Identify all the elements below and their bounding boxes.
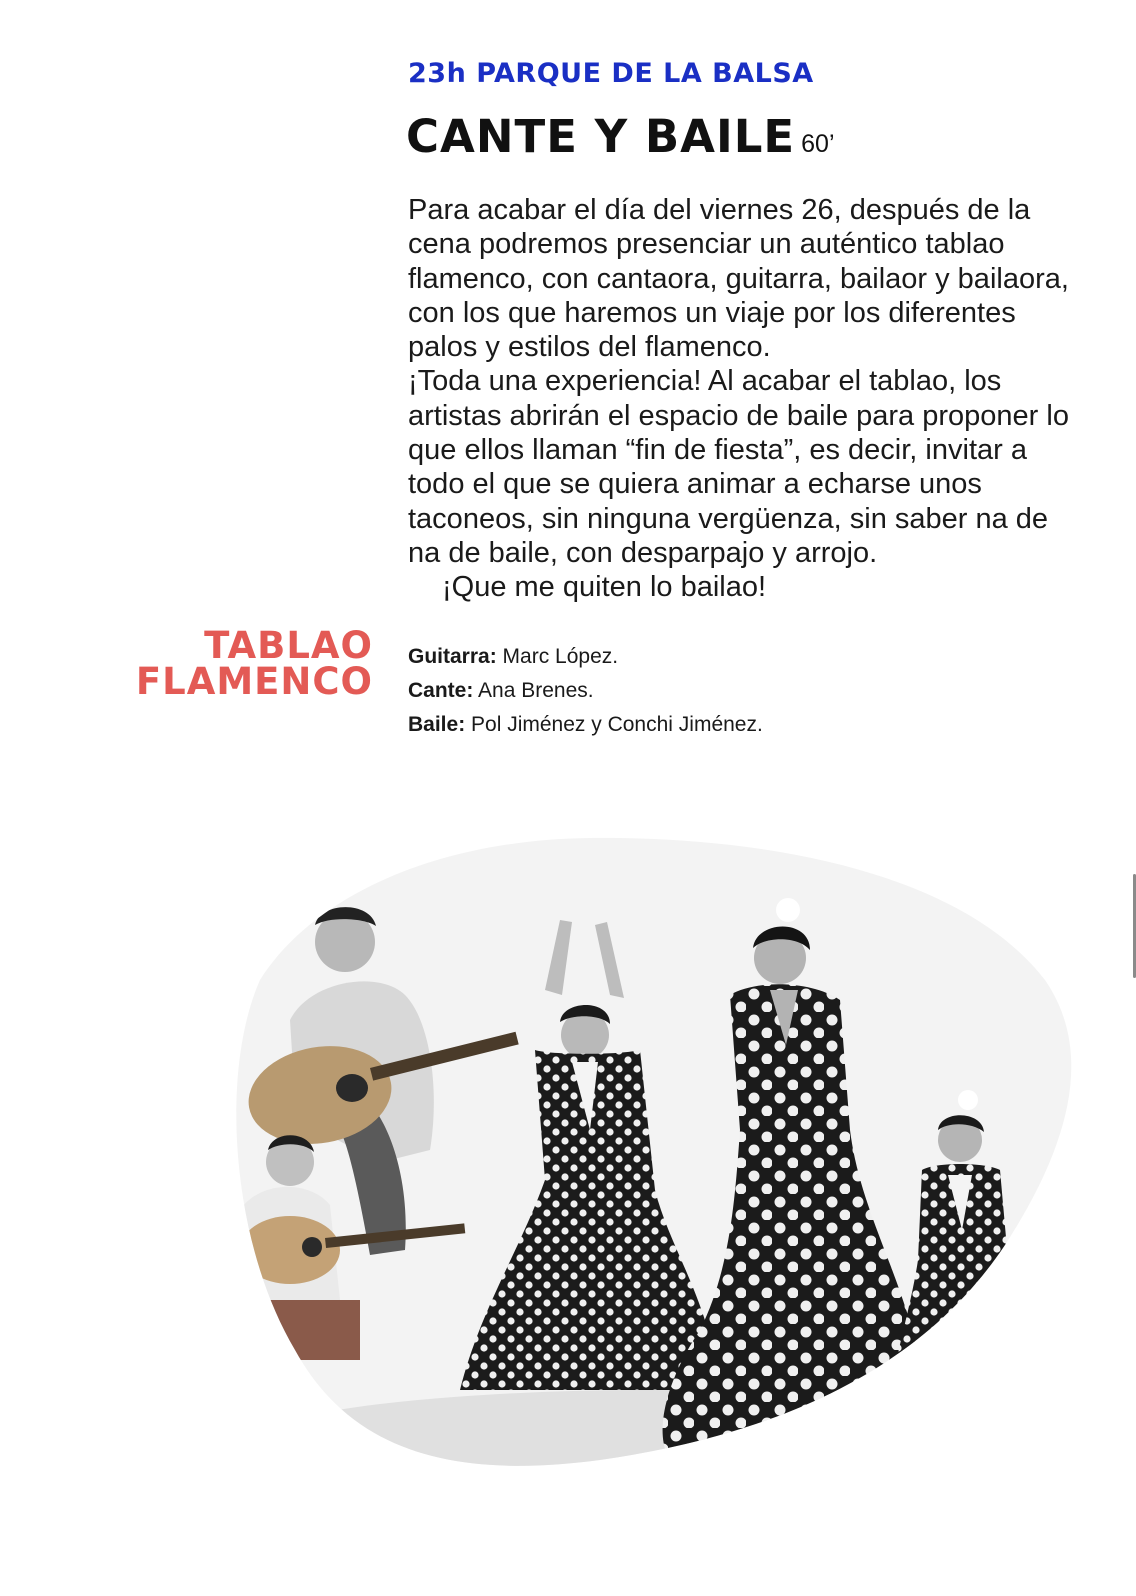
- title-row: [406, 110, 835, 163]
- credit-name: Pol Jiménez y Conchi Jiménez.: [471, 713, 763, 736]
- credit-row: [408, 711, 763, 745]
- credit-role: Baile:: [408, 713, 466, 736]
- description: [408, 193, 1088, 605]
- page-title: CANTE Y BAILE: [406, 110, 796, 163]
- flamenco-photo: [200, 830, 1080, 1490]
- closing-line: ¡Que me quiten lo bailao!: [442, 571, 767, 604]
- credits-list: [408, 643, 763, 745]
- section-label: [135, 624, 373, 703]
- description-paragraph-2: ¡Toda una experiencia! Al acabar el tablao, los artistas abrirán el espacio de baile para proponer lo que ellos llaman “fin de fiesta”, es decir, invitar a todo el que se quiera animar a echarse unos taconeos, sin ninguna vergüenza, sin saber na de na de baile, con desparpajo y arrojo.: [408, 365, 1069, 569]
- duration: 60’: [801, 130, 835, 158]
- section-label-line-1: TABLAO: [204, 624, 373, 667]
- credit-role: Guitarra:: [408, 645, 497, 668]
- credit-name: Ana Brenes.: [478, 679, 594, 702]
- credit-row: [408, 643, 763, 677]
- credit-name: Marc López.: [502, 645, 619, 668]
- description-paragraph: Para acabar el día del viernes 26, después de la cena podremos presenciar un auténtico tablao flamenco, con cantaora, guitarra, bailaor y bailaora, con los que haremos un viaje por los diferentes palos y estilos del flamenco.: [408, 194, 1069, 364]
- venue-heading: 23h PARQUE DE LA BALSA: [408, 58, 814, 89]
- section-label-line-2: FLAMENCO: [135, 660, 373, 703]
- credit-role: Cante:: [408, 679, 474, 702]
- credit-row: [408, 677, 763, 711]
